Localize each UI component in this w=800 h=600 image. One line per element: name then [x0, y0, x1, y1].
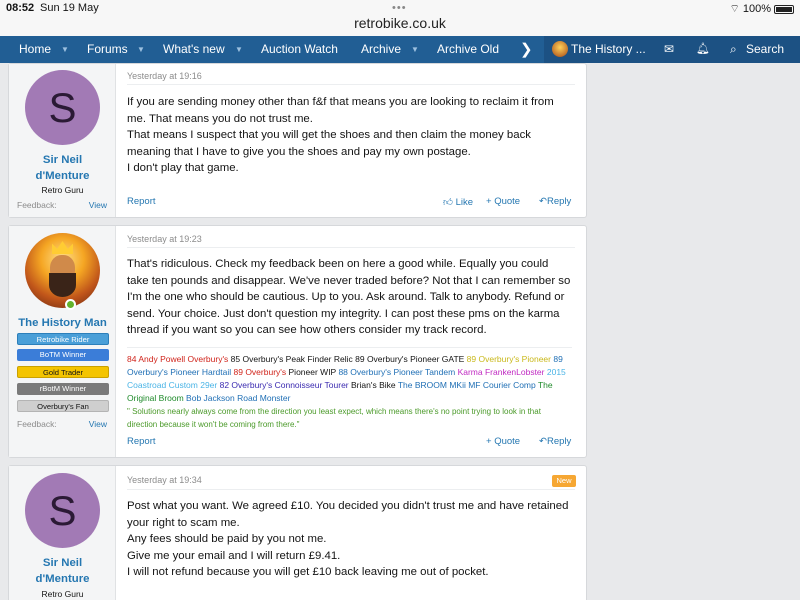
nav-home[interactable]: Home [19, 42, 52, 56]
post-2 [8, 225, 587, 458]
username[interactable] [9, 555, 116, 587]
feedback-view-link[interactable]: View [88, 419, 107, 429]
username[interactable]: The History Man [18, 317, 107, 329]
user-title: Retro Guru [41, 589, 84, 599]
post-body: That's ridiculous. Check my feedback been on here a good while. Equally you could take ten pounds and disappear. We've never traded before? Not that I can remember so I'm the one who should be cautious. Up to you. Ask around. Talk to anybody. Refund or send. Your choice. Just don't question my integrity. I can post these pms on the karma thread if you want so you can see how others consider my track record. [127, 258, 571, 336]
report-link[interactable]: Report [127, 436, 156, 447]
quote-label: Quote [494, 436, 521, 447]
plus-icon: + [486, 436, 492, 447]
post-content [116, 64, 586, 217]
signature-link[interactable]: Bob Jackson Road Monster [183, 393, 291, 403]
online-indicator-icon [65, 299, 76, 310]
bell-icon[interactable]: 🔔︎ [696, 43, 710, 55]
quote-button[interactable] [486, 436, 520, 447]
status-time: 08:52 [6, 2, 35, 14]
status-bar [0, 0, 800, 36]
feedback-label: Feedback: [17, 419, 57, 429]
signature-links [127, 354, 566, 403]
post-date[interactable]: Yesterday at 19:34 [127, 475, 202, 485]
signature-link[interactable]: Karma FrankenLobster [455, 367, 545, 377]
post-content [116, 226, 586, 457]
thumbs-up-icon: 👍︎ [443, 197, 453, 208]
nav-archive-old[interactable]: Archive Old [437, 42, 500, 56]
signature-link[interactable]: 84 Andy Powell Overbury's [127, 354, 229, 364]
reply-label: Reply [546, 196, 572, 207]
signature-link[interactable]: Brian's Bike [348, 380, 396, 390]
post-user-panel [9, 226, 116, 457]
chevron-down-icon[interactable]: ▼ [411, 45, 419, 54]
signature-link[interactable]: 82 Overbury's Connoisseur Tourer [217, 380, 349, 390]
feedback-row [17, 200, 107, 210]
post-date[interactable]: Yesterday at 19:16 [127, 71, 202, 81]
signature-link[interactable]: 89 Overbury's [231, 367, 287, 377]
nav-user-label[interactable]: The History ... [571, 42, 646, 56]
post-body [127, 94, 572, 177]
avatar[interactable]: S [25, 70, 100, 145]
battery-percent: 100% [742, 3, 771, 15]
like-button[interactable] [443, 196, 473, 208]
nav-forums[interactable]: Forums [87, 42, 128, 56]
avatar[interactable] [25, 233, 100, 308]
chevron-down-icon[interactable]: ▼ [137, 45, 145, 54]
post-paragraph: That means I suspect that you will get the shoes and then claim the money back meaning that I have to give you the shoes and pay my own postage. [127, 129, 531, 158]
quote-button[interactable] [486, 196, 520, 207]
url-bar[interactable]: retrobike.co.uk [354, 15, 446, 31]
nav-archive[interactable]: Archive [361, 42, 402, 56]
feedback-label: Feedback: [17, 200, 57, 210]
inbox-icon[interactable]: ✉ [664, 42, 675, 56]
reply-label: Reply [546, 436, 572, 447]
reply-button[interactable] [539, 436, 571, 447]
avatar[interactable] [552, 41, 568, 57]
post-user-panel [9, 466, 116, 600]
signature-link[interactable]: The Original Broom [127, 380, 553, 403]
like-label: Like [455, 197, 474, 208]
nav-whats-new[interactable]: What's new [163, 42, 225, 56]
nav-auction-watch[interactable]: Auction Watch [261, 42, 338, 56]
post-paragraph: Any fees should be paid by you not me. [127, 533, 327, 545]
reply-button[interactable] [539, 196, 571, 207]
status-right [730, 2, 794, 16]
crown-shape [52, 241, 73, 254]
signature-link[interactable]: Pioneer WIP [286, 367, 337, 377]
signature-link[interactable]: 89 Overbury's Pioneer Hardtail [127, 354, 563, 377]
post-body [127, 498, 572, 581]
user-banner: BoTM Winner [17, 349, 109, 361]
user-banner: Gold Trader [17, 366, 109, 378]
feedback-row [17, 419, 107, 429]
post-paragraph: Give me your email and I will return £9.41. [127, 549, 341, 562]
feedback-view-link[interactable]: View [88, 200, 107, 210]
username-line1[interactable]: Sir Neil [42, 557, 83, 569]
username-line2[interactable]: d'Menture [35, 170, 90, 182]
user-banner: Overbury's Fan [17, 400, 109, 412]
chevron-down-icon[interactable]: ▼ [61, 45, 69, 54]
nav-search[interactable]: Search [746, 42, 785, 56]
divider [127, 247, 575, 248]
post-paragraph: I will not refund because you will get £10 back leaving me out of pocket. [127, 566, 489, 578]
signature-link[interactable]: 89 Overbury's Pioneer GATE [352, 354, 465, 364]
username-line2[interactable]: d'Menture [35, 573, 90, 585]
signature-quote: " Solutions nearly always come from the direction you least expect, which means there's no point trying to look in that direction because it won't be coming from there." [127, 407, 541, 429]
signature-link[interactable]: 2015 Coastroad Custom 29er [127, 367, 566, 390]
nav-user-area [544, 36, 800, 63]
status-date: Sun 19 May [40, 2, 99, 14]
beard-shape [49, 273, 76, 297]
search-icon[interactable]: ⌕ [730, 42, 737, 56]
post-date[interactable]: Yesterday at 19:23 [127, 234, 202, 244]
user-banner: rBotM Winner [17, 383, 109, 395]
username-line1[interactable]: Sir Neil [42, 154, 83, 166]
report-link[interactable]: Report [127, 196, 156, 207]
chevron-down-icon[interactable]: ▼ [235, 45, 243, 54]
post-content [116, 466, 586, 600]
reply-icon: ↶ [539, 436, 547, 447]
post-paragraph: If you are sending money other than f&f that means you are looking to reclaim it from me. That means you do not trust me. [127, 96, 554, 125]
more-dots-icon[interactable]: ••• [392, 2, 407, 14]
signature-link[interactable]: 85 Overbury's Peak Finder Relic [228, 354, 353, 364]
post-user-panel [9, 64, 116, 217]
post-paragraph: I don't play that game. [127, 162, 239, 174]
signature-link[interactable]: The BROOM MKii MF Courier Comp [395, 380, 536, 390]
new-badge: New [552, 475, 576, 487]
quote-label: Quote [494, 196, 521, 207]
divider [127, 489, 575, 490]
main-nav [0, 36, 800, 63]
plus-icon: + [486, 196, 492, 207]
battery-icon [774, 5, 794, 14]
reply-icon: ↶ [539, 196, 547, 207]
signature [127, 347, 572, 431]
post-paragraph: Post what you want. We agreed £10. You decided you didn't trust me and have retained your right to scam me. [127, 500, 569, 529]
post-1 [8, 63, 587, 218]
chevron-right-icon[interactable]: ❯ [520, 41, 533, 58]
avatar[interactable]: S [25, 473, 100, 548]
post-3 [8, 465, 587, 600]
signature-link[interactable]: 89 Overbury's Pioneer [464, 354, 551, 364]
username[interactable] [9, 152, 116, 184]
user-title: Retro Guru [41, 185, 84, 195]
divider [127, 84, 575, 85]
signature-link[interactable]: 88 Overbury's Pioneer Tandem [336, 367, 456, 377]
user-banner: Retrobike Rider [17, 333, 109, 345]
wifi-icon: ⌔ [729, 3, 740, 15]
